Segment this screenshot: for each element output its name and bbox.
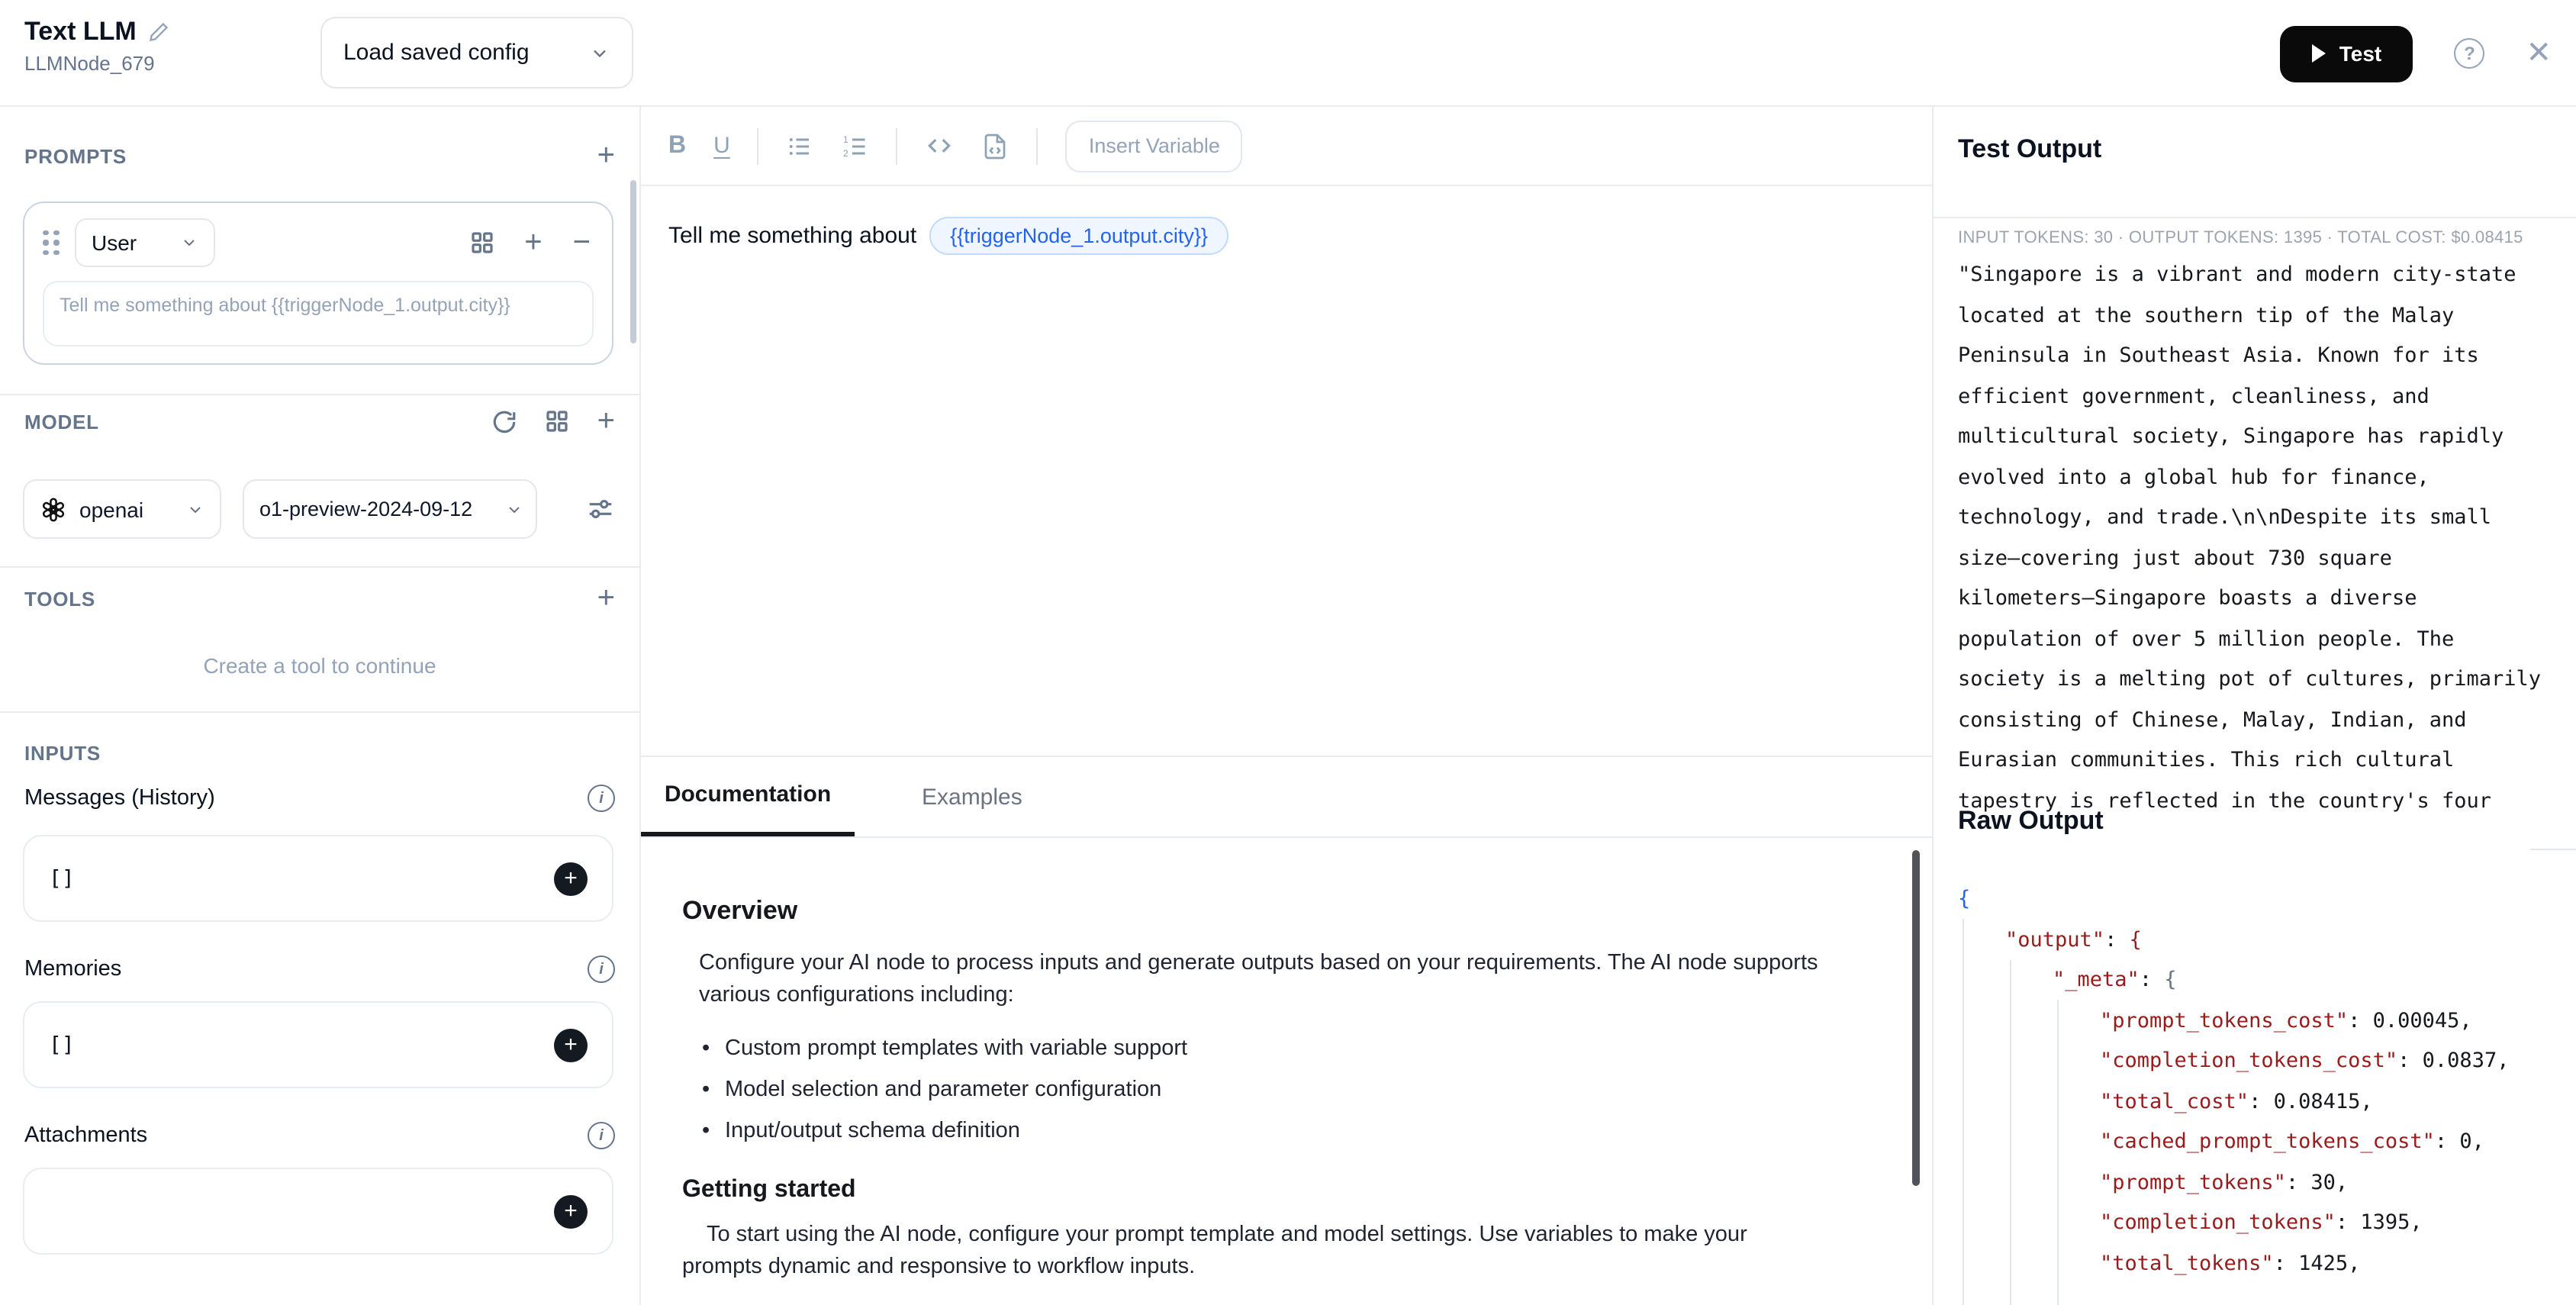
overview-heading: Overview: [682, 896, 798, 925]
json-line: "total_cost": 0.08415,: [2100, 1089, 2373, 1113]
load-saved-config-select[interactable]: [320, 17, 633, 89]
remove-message-button[interactable]: −: [572, 226, 591, 259]
editor-toolbar: [641, 107, 1932, 186]
json-line: "prompt_tokens_cost": 0.00045,: [2100, 1008, 2472, 1033]
output-text-line: evolved into a global hub for finance,: [1958, 465, 2429, 489]
json-line: {: [1958, 887, 1971, 911]
add-item-button[interactable]: +: [554, 862, 588, 895]
output-text-line: size—covering just about 730 square: [1958, 546, 2392, 570]
output-text-line: consisting of Chinese, Malay, Indian, and: [1958, 707, 2467, 732]
input-field-label-row: [24, 1122, 615, 1149]
test-output-panel: [1932, 107, 2576, 1305]
tools-empty-text: Create a tool to continue: [203, 653, 436, 678]
output-text-line: technology, and trade.\n\nDespite its small: [1958, 505, 2491, 530]
underline-button[interactable]: U: [713, 133, 730, 159]
input-field-value: []: [49, 1033, 75, 1057]
provider-select[interactable]: [23, 479, 221, 539]
tab-documentation[interactable]: Documentation: [641, 757, 855, 836]
info-icon[interactable]: i: [588, 1122, 615, 1149]
close-icon[interactable]: ✕: [2526, 37, 2552, 70]
json-line: "cached_prompt_tokens_cost": 0,: [2100, 1129, 2484, 1154]
raw-output-title: Raw Output: [1958, 806, 2104, 835]
raw-output-divider: [2530, 849, 2576, 850]
json-line: "prompt_tokens": 30,: [2100, 1170, 2349, 1194]
drag-handle-icon[interactable]: [43, 230, 60, 256]
model-label: MODEL: [24, 410, 99, 433]
panel-divider: [1934, 217, 2576, 218]
prompt-card: [23, 201, 613, 365]
test-button[interactable]: [2280, 25, 2413, 82]
json-line: "output": {: [2005, 927, 2142, 952]
node-title-block: [24, 17, 170, 75]
input-field-label: Attachments: [24, 1123, 148, 1148]
input-field-value-box: [23, 1168, 613, 1255]
toolbar-divider: [758, 127, 759, 164]
model-value: o1-preview-2024-09-12: [259, 498, 473, 520]
json-line: "completion_tokens_cost": 0.0837,: [2100, 1049, 2510, 1073]
tools-section-header: [24, 583, 615, 614]
formatted-output-text: [1958, 255, 2562, 821]
info-icon[interactable]: i: [588, 785, 615, 812]
provider-value: openai: [79, 497, 144, 521]
svg-text:2: 2: [843, 147, 849, 158]
load-saved-config-label: Load saved config: [343, 40, 530, 66]
grid-view-icon[interactable]: [546, 409, 570, 433]
insert-variable-button[interactable]: Insert Variable: [1066, 120, 1243, 172]
prompt-role-value: User: [92, 230, 137, 255]
model-section-header: [24, 406, 615, 437]
test-button-label: Test: [2339, 41, 2382, 66]
add-message-button[interactable]: +: [524, 226, 543, 259]
model-settings-sliders-icon[interactable]: [586, 495, 615, 524]
section-divider: [0, 394, 639, 395]
overview-bullet-list: [699, 1036, 1871, 1143]
json-line: "_meta": {: [2053, 968, 2177, 992]
getting-started-heading: Getting started: [682, 1177, 856, 1203]
add-tool-button[interactable]: +: [597, 582, 615, 615]
input-field-value-box: [23, 835, 613, 922]
output-text-line: Peninsula in Southeast Asia. Known for its: [1958, 343, 2479, 368]
model-select[interactable]: [243, 479, 537, 539]
section-divider: [0, 566, 639, 568]
input-field-label-row: [24, 785, 615, 812]
documentation-scrollbar[interactable]: [1912, 850, 1920, 1186]
json-line: "total_tokens": 1425,: [2100, 1251, 2361, 1275]
add-prompt-button[interactable]: +: [597, 139, 615, 172]
raw-output-json: [1958, 879, 2509, 1284]
output-text-line: society is a melting pot of cultures, primarily: [1958, 667, 2542, 691]
refresh-icon[interactable]: [492, 408, 518, 434]
prompt-editor-panel: [641, 107, 1932, 1305]
header: [0, 0, 2576, 107]
help-icon[interactable]: ?: [2454, 38, 2484, 69]
node-id: LLMNode_679: [24, 52, 155, 75]
tab-examples[interactable]: Examples: [922, 784, 1022, 810]
toolbar-divider: [1037, 127, 1038, 164]
info-icon[interactable]: i: [588, 955, 615, 983]
config-sidebar: [0, 107, 641, 1305]
token-stats: INPUT TOKENS: 30 · OUTPUT TOKENS: 1395 · TOTAL COST: $0.08415: [1958, 229, 2523, 247]
toolbar-divider: [897, 127, 898, 164]
documentation-panel: [641, 838, 1932, 1303]
json-line: "completion_tokens": 1395,: [2100, 1210, 2423, 1235]
doc-bullet-item: • Model selection and parameter configuration: [699, 1078, 1871, 1102]
section-divider: [0, 711, 639, 713]
output-text-line: efficient government, cleanliness, and: [1958, 384, 2429, 408]
add-item-button[interactable]: +: [554, 1028, 588, 1062]
output-text-line: located at the southern tip of the Malay: [1958, 303, 2455, 327]
play-icon: [2312, 44, 2326, 63]
output-text-line: kilometers—Singapore boasts a diverse: [1958, 586, 2417, 611]
bullet-list-button[interactable]: [787, 132, 814, 160]
inputs-label: INPUTS: [24, 742, 101, 765]
chevron-down-icon: [505, 500, 523, 518]
code-button[interactable]: [926, 131, 955, 160]
chevron-down-icon: [589, 42, 610, 63]
code-file-button[interactable]: [982, 132, 1009, 160]
chevron-down-icon: [186, 500, 204, 518]
inputs-section-header: [24, 742, 615, 765]
overview-paragraph: Configure your AI node to process inputs and generate outputs based on your requirements. The AI node supports various configurations including:: [699, 951, 1818, 1007]
output-text-line: Eurasian communities. This rich cultural: [1958, 748, 2455, 772]
output-text-line: population of over 5 million people. The: [1958, 627, 2455, 651]
numbered-list-button[interactable]: [842, 132, 869, 160]
input-field-value: []: [49, 866, 75, 891]
variable-chip[interactable]: {{triggerNode_1.output.city}}: [929, 217, 1229, 255]
openai-logo-icon: [40, 495, 67, 523]
prompts-label: PROMPTS: [24, 144, 127, 167]
output-text-line: "Singapore is a vibrant and modern city-state: [1958, 263, 2516, 287]
docs-tabbar: [641, 756, 1932, 838]
edit-title-icon[interactable]: [149, 21, 170, 43]
test-output-title: Test Output: [1958, 134, 2102, 163]
prompt-text-input[interactable]: Tell me something about {{triggerNode_1.output.city}}: [43, 281, 594, 346]
getting-started-paragraph: To start using the AI node, configure your prompt template and model settings. Use variables to make your prompts dynamic and responsive to workflow inputs.: [682, 1223, 1747, 1279]
add-item-button[interactable]: +: [554, 1194, 588, 1228]
sidebar-scrollbar[interactable]: [630, 180, 636, 343]
page-title: Text LLM: [24, 17, 137, 46]
editor-text: Tell me something about: [668, 223, 917, 249]
add-model-button[interactable]: +: [597, 404, 615, 438]
output-text-line: tapestry is reflected in the country's four: [1958, 788, 2491, 813]
input-field-label-row: [24, 955, 615, 983]
bold-button[interactable]: B: [668, 132, 687, 158]
grid-view-icon[interactable]: [469, 230, 494, 255]
prompt-role-select[interactable]: [75, 218, 215, 267]
model-row: [23, 479, 615, 539]
svg-text:1: 1: [843, 133, 849, 144]
input-field-label: Messages (History): [24, 786, 215, 810]
prompts-section-header: [24, 140, 615, 171]
doc-bullet-item: • Custom prompt templates with variable support: [699, 1036, 1871, 1061]
tools-label: TOOLS: [24, 587, 95, 610]
output-text-line: multicultural society, Singapore has rapidly: [1958, 424, 2504, 449]
prompt-editor-content[interactable]: [641, 186, 1932, 756]
doc-bullet-item: • Input/output schema definition: [699, 1119, 1871, 1143]
chevron-down-icon: [180, 234, 198, 252]
input-field-value-box: [23, 1001, 613, 1088]
input-field-label: Memories: [24, 957, 122, 981]
